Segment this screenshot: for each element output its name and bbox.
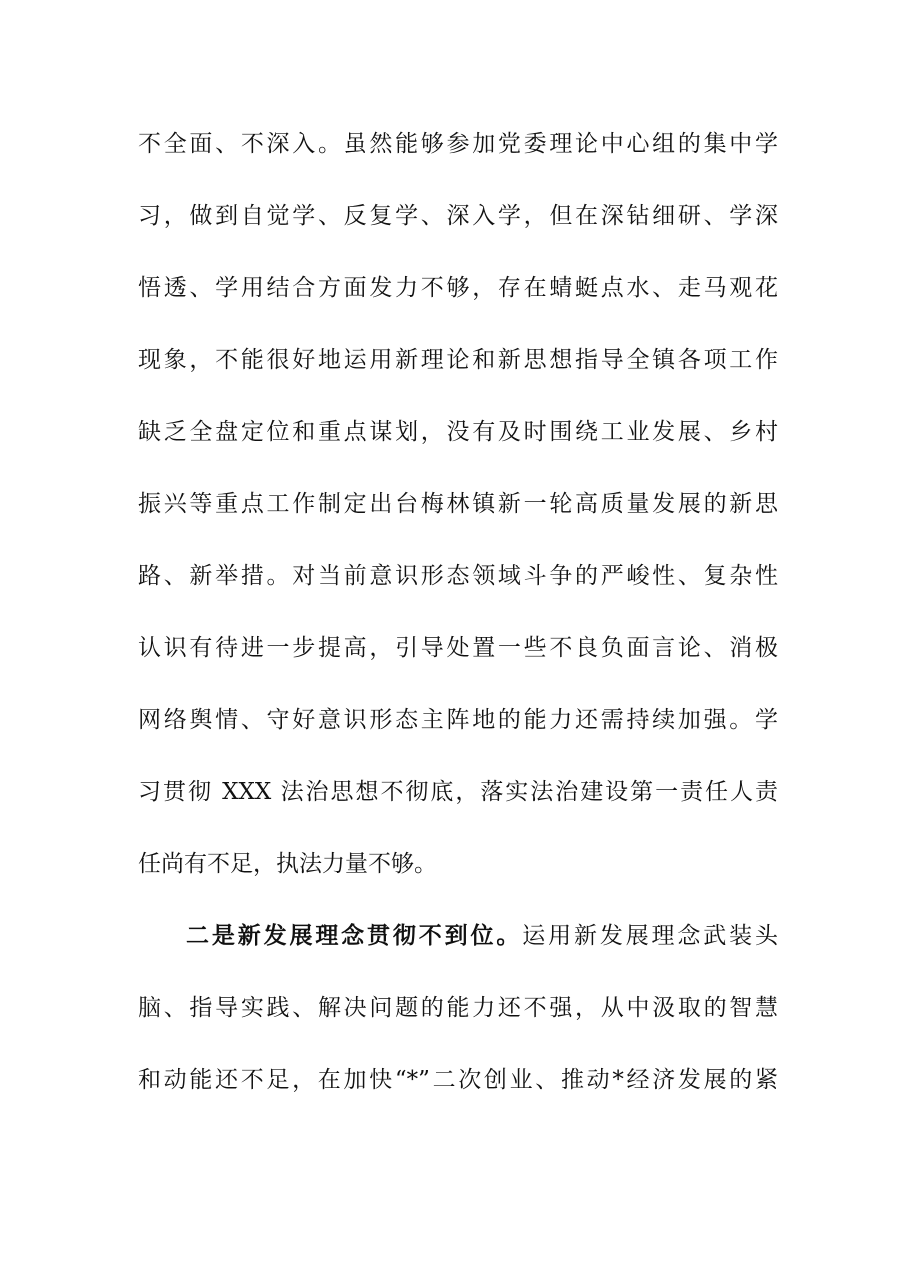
- text-line: 网络舆情、守好意识形态主阵地的能力还需持续加强。学: [138, 707, 778, 733]
- text-line: 认识有待进一步提高，引导处置一些不良负面言论、消极: [138, 635, 778, 661]
- body-text: [138, 124, 778, 1132]
- paragraph-heading: 二是新发展理念贯彻不到位。: [186, 923, 523, 949]
- text-line: 路、新举措。对当前意识形态领域斗争的严峻性、复杂性: [138, 563, 778, 589]
- text-line: 习，做到自觉学、反复学、深入学，但在深钻细研、学深: [138, 203, 778, 229]
- text-line: 习贯彻 XXX 法治思想不彻底，落实法治建设第一责任人责: [138, 779, 778, 805]
- paragraph-heading-line: [138, 916, 778, 988]
- text-line: 振兴等重点工作制定出台梅林镇新一轮高质量发展的新思: [138, 491, 778, 517]
- text-line: 和动能还不足，在加快“*”二次创业、推动*经济发展的紧: [138, 1067, 778, 1093]
- text-line-last: 任尚有不足，执法力量不够。: [138, 851, 437, 877]
- text-line: 悟透、学用结合方面发力不够，存在蜻蜓点水、走马观花: [138, 275, 778, 301]
- text-line: 现象，不能很好地运用新理论和新思想指导全镇各项工作: [138, 347, 778, 373]
- text-line: 脑、指导实践、解决问题的能力还不强，从中汲取的智慧: [138, 995, 778, 1021]
- heading-line-rest: 运用新发展理念武装头: [522, 923, 778, 949]
- text-line: 缺乏全盘定位和重点谋划，没有及时围绕工业发展、乡村: [138, 419, 778, 445]
- text-line: 不全面、不深入。虽然能够参加党委理论中心组的集中学: [138, 131, 778, 157]
